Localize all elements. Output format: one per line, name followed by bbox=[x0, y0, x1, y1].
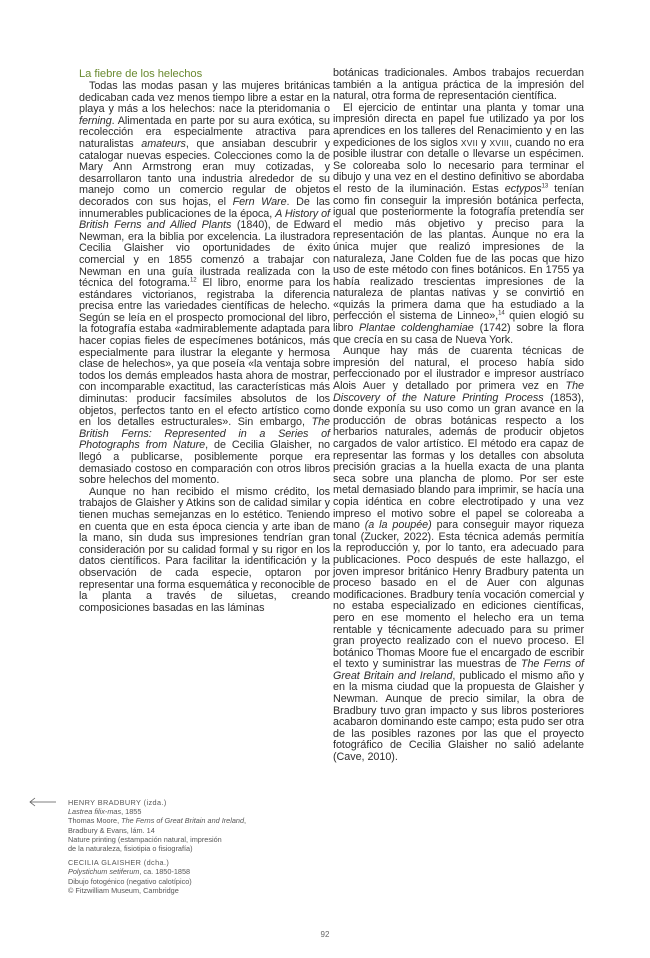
text-span: para conseguir mayor riqueza tonal (Zucker, 2022). Esta técnica además permitía la reproducción y, por lo tanto, era adecuado para publicaciones. Poco después de este hallazgo, el joven impresor británico Henry Bradbury patenta un proceso basado en el de Auer con algunas modificaciones. Bradbury tenía vocación comercial y no estaba especializado en ediciones científicas, pero en ese momento el helecho era un tema rentable y técnicamente adecuado para su primer gran proyecto realizado con el nuevo proceso. El botánico Thomas Moore fue el encargado de escribir el texto y suministrar las muestras de bbox=[333, 519, 584, 671]
book-title: The Ferns of Great Britain and Ireland bbox=[121, 816, 245, 826]
caption-artist: CECILIA GLAISHER (dcha.) bbox=[68, 858, 170, 868]
figure-caption bbox=[68, 798, 308, 900]
text-span: (1840), de Edward Newman, era la biblia por excelencia. La ilustradora Cecilia Glaisher vio oportunidades de éxito comercial y en 1855 comenzó a trabajar con Newman en una guía ilustrada realizada con la técnica del fotograma. bbox=[79, 219, 330, 290]
right-text-column bbox=[333, 68, 584, 764]
book-title: Plantae coldenghamiae bbox=[359, 322, 474, 335]
century-numeral: XVIII bbox=[489, 137, 510, 148]
text-span: , cuando no era posible ilustrar con detalle o llevarse un espécimen. Se coloreaba solo lo necesario para terminar el dibujo y una vez en el destino definitivo se abordaba el resto de la iluminación. Estas bbox=[333, 136, 584, 195]
text-span: El libro, enorme para los estándares victorianos, registraba la diferencia precisa entre las variedades científicas de helecho. Según se leía en el prospecto promocional del libro, la fotografía estaba «admirablemente adaptada para hacer copias fieles de especímenes botánicos, más especialmente para ilustrar la elegante y hermosa clase de helechos», ya que poseía «la ventaja sobre todos los demás empleados hasta ahora de mostrar, con incomparable exactitud, las características más diminutas: producir facsímiles absolutos de los objetos, perfectos tanto en el efecto artístico como en los detalles estructurales». Sin embargo, bbox=[79, 277, 330, 429]
text-span: (1742) sobre la flora que crecía en su casa de Nueva York. bbox=[333, 322, 584, 346]
text-span: Aunque hay más de cuarenta técnicas de impresión del natural, el proceso había sido perfeccionado por el ilustrador e impresor austríaco Alois Auer y detallado por primera vez en bbox=[333, 345, 584, 393]
text-span: quien elogió su libro bbox=[333, 310, 585, 335]
artwork-title: Lastrea filix-mas bbox=[68, 807, 122, 817]
century-numeral: XVII bbox=[460, 137, 478, 148]
text-span: (1853), donde exponía su uso como un gran avance en la producción de obras botánicas respecto a los herbarios naturales, además de producir objetos cargados de valor artístico. El método era capaz de representar las formas y los detalles con absoluta precisión gracias a la huella exacta de una planta seca sobre una plancha de plomo. Por ser este metal demasiado blando para imprimir, se hacía una copia idéntica en cobre electrotipado y una vez impreso el motivo sobre el papel se coloreaba a mano bbox=[333, 391, 584, 532]
paragraph: botánicas tradicionales. Ambos trabajos recuerdan también a la antigua práctica de la impresión del natural, otra forma de representación científica. bbox=[333, 67, 584, 103]
text-span: tenían como fin conseguir la impresión botánica perfecta, igual que posteriormente la fotografía pretendía ser el medio más objetivo y preciso para la representación de las plantas. Aunque no era la única mujer que realizó impresiones de la naturaleza, Jane Colden fue de las pocas que hizo uso de este método con fines botánicos. En 1755 ya había realizado trescientas impresiones de la naturaleza de plantas nativas y se convirtió en «quizás la primera dama que ha estudiado a la perfección el sistema de Linneo», bbox=[333, 182, 584, 323]
footnote-ref: 13 bbox=[541, 183, 549, 190]
book-title: A History of British Ferns and Allied Plants bbox=[79, 207, 330, 232]
text-span: . De las innumerables publicaciones de la época, bbox=[79, 195, 330, 220]
paragraph bbox=[333, 346, 584, 763]
footnote-ref: 12 bbox=[190, 277, 197, 284]
italic-term: amateurs bbox=[141, 137, 186, 150]
italic-term: ectypos bbox=[504, 182, 542, 195]
caption-line: Dibujo fotogénico (negativo calotípico) bbox=[68, 876, 192, 886]
caption-left-image bbox=[68, 798, 308, 853]
footnote-ref: 14 bbox=[498, 310, 505, 317]
text-span: y bbox=[477, 136, 490, 149]
artwork-title: Polystichum setiferum bbox=[68, 867, 140, 877]
left-arrow-icon bbox=[29, 797, 57, 807]
left-text-column bbox=[79, 68, 330, 614]
paragraph bbox=[333, 103, 584, 346]
artwork-date: , ca. 1850-1858 bbox=[139, 867, 191, 877]
paragraph bbox=[79, 81, 330, 487]
text-span: . Alimentada en parte por su aura exótica, su recolección era especialmente atractiva para naturalistas bbox=[79, 114, 330, 150]
text-span: Todas las modas pasan y las mujeres británicas dedicaban cada vez menos tiempo libre a estar en la playa y más a los helechos: nace la pteridomania o bbox=[79, 80, 330, 116]
paragraph: Aunque no han recibido el mismo crédito, los trabajos de Glaisher y Atkins son de calidad similar y tienen muchas semejanzas en lo estético. Teniendo en cuenta que en esta época ciencia y arte iban de la mano, sin duda sus impresiones tendrían gran consideración por su calidad formal y su rigor en los datos científicos. Para facilitar la identificación y la observación de cada especie, optaron por representar una forma esquemática y reconocible de la planta a través de siluetas, creando composiciones basadas en las láminas bbox=[79, 485, 330, 614]
text-span: , de Cecilia Glaisher, no llegó a publicarse, posiblemente porque era demasiado costoso en comparación con otros libros sobre helechos del momento. bbox=[79, 439, 330, 487]
section-heading: La fiebre de los helechos bbox=[79, 68, 203, 80]
text-span: , bbox=[244, 816, 247, 826]
caption-line bbox=[68, 867, 308, 876]
page-number: 92 bbox=[320, 930, 330, 939]
text-span: El ejercicio de entintar una planta y tomar una impresión directa en papel fue utilizado ya por los aprendices en los talleres del Renacimiento y en las expediciones de los siglos bbox=[333, 101, 584, 149]
text-span: , que ansiaban descubrir y catalogar nuevas especies. Colecciones como la de Mary Ann Armstrong eran muy cotizadas, y desarrollaron tanto una industria alrededor de su manejo como un comercio regular de objetos decorados con sus hojas, el bbox=[79, 137, 330, 208]
book-title: The Ferns of Great Britain and Ireland bbox=[333, 658, 585, 682]
artwork-date: , 1855 bbox=[121, 807, 142, 817]
caption-line bbox=[68, 807, 308, 816]
caption-artist: HENRY BRADBURY (izda.) bbox=[68, 798, 167, 807]
book-title: The Discovery of the Nature Printing Process bbox=[333, 380, 584, 404]
caption-line bbox=[68, 816, 308, 825]
text-span: , publicado el mismo año y en la misma ciudad que la propuesta de Glaisher y Newman. Aunque de precio similar, la obra de Bradbury tuvo gran impacto y sus libros posteriores acabaron dominando este campo; esta pudo ser otra de las posibles razones por las que el proyecto fotográfico de Cecilia Glaisher no salió adelante (Cave, 2010). bbox=[333, 669, 584, 764]
italic-term: (a la poupée) bbox=[364, 519, 432, 532]
italic-term: ferning bbox=[79, 114, 112, 127]
italic-term: Fern Ware bbox=[232, 195, 287, 208]
caption-line: Nature printing (estampación natural, impresión bbox=[68, 834, 222, 844]
text-span: Thomas Moore, bbox=[68, 816, 122, 826]
caption-right-image bbox=[68, 858, 308, 895]
book-title: The British Ferns: Represented in a Series of Photographs from Nature bbox=[79, 416, 330, 452]
caption-line: Bradbury & Evans, lám. 14 bbox=[68, 825, 155, 835]
caption-line: © Fitzwilliam Museum, Cambridge bbox=[68, 885, 179, 895]
caption-line: de la naturaleza, fisiotipia o fisiografía) bbox=[68, 844, 193, 854]
